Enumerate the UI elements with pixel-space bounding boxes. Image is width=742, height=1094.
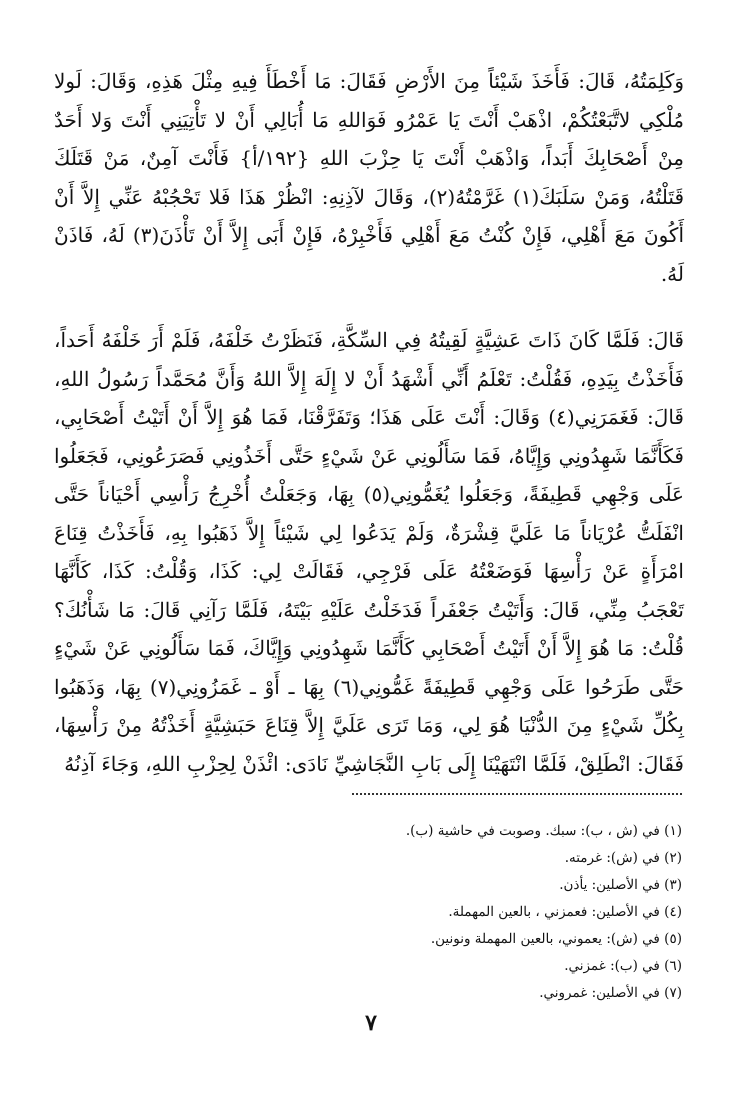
footnotes-list [42,818,682,1007]
paragraph-1: وَكَلِمَتُهُ، قَالَ: فَأَخَذَ شَيْئاً مِنَ الأَرْضِ فَقَالَ: مَا أَخْطَأَ فِيهِ مِثْلَ هَذِهِ، وَقَالَ: لَولا مُلْكِي لاتَّبَعْتُكُمْ، اذْهَبْ أَنْتَ يَا عَمْرُو فَوَاللهِ مَا أُبَالِي أَنْ لا تَأْتِيَنِي أَنْتَ وَلا أَحَدٌ مِنْ أَصْحَابِكَ أَبَداً، وَاذْهَبْ أَنْتَ يَا حِزْبَ اللهِ {١٩٢/أ} فَأَنْتَ آمِنٌ، مَنْ قَتَلَكَ قَتَلْتُهُ، وَمَنْ سَلَبَكَ(١) غَرَّمْتُهُ(٢)، وَقَالَ لآذِنِهِ: انْظُرْ هَذَا فَلا تَحْجُبْهُ عَنِّي إِلاَّ أَنْ أَكُونَ مَعَ أَهْلِي، فَإِنْ كُنْتُ مَعَ أَهْلِي فَأَخْبِرْهُ، فَإِنْ أَبَى إِلاَّ أَنْ تَأْذَنَ(٣) لَهُ، فَاذَنْ لَهُ. [54,69,685,286]
footnote-7: (٧) في الأصلين: غمروني. [539,985,682,1001]
footnote-4: (٤) في الأصلين: فعمزني ، بالعين المهملة. [448,904,682,920]
footnote-5: (٥) في (ش): يعموني، بالعين المهملة ونونين. [430,931,682,947]
paragraph-2: قَالَ: فَلَمَّا كَانَ ذَاتَ عَشِيَّةٍ لَقِيتُهُ فِي السِّكَّةِ، فَنَظَرْتُ خَلْفَهُ، فَلَمْ أَرَ خَلْفَهُ أَحَداً، فَأَخَذْتُ بِيَدِهِ، فَقُلْتُ: تَعْلَمُ أَنِّي أَشْهَدُ أَنْ لا إِلَهَ إِلاَّ اللهُ وَأَنَّ مُحَمَّداً رَسُولُ اللهِ، قَالَ: فَغَمَرَنِي(٤) وَقَالَ: أَنْتَ عَلَى هَذَا؛ وَتَفَرَّقْنَا، فَمَا هُوَ إِلاَّ أَنْ أَتَيْتُ أَصْحَابِي، فَكَأَنَّمَا شَهِدُونِي وَإِيَّاهُ، فَمَا سَأَلُونِي عَنْ شَيْءٍ حَتَّى أَخَذُونِي فَصَرَعُونِي، فَجَعَلُوا عَلَى وَجْهِي قَطِيفَةً، وَجَعَلُوا يُغَمُّونِي(٥) بِهَا، وَجَعَلْتُ أُخْرِجُ رَأْسِي أَحْيَاناً حَتَّى انْفَلَتُّ عُرْيَاناً مَا عَلَيَّ قِشْرَةٌ، وَلَمْ يَدَعُوا لِي شَيْئاً إِلاَّ ذَهَبُوا بِهِ، فَأَخَذْتُ قِنَاعَ امْرَأَةٍ عَنْ رَأْسِهَا فَوَضَعْتُهُ عَلَى فَرْجِي، فَقَالَتْ لِي: كَذَا، وَقُلْتُ: كَذَا، كَأَنَّهَا تَعْجَبُ مِنِّي، قَالَ: وَأَتَيْتُ جَعْفَراً فَدَخَلْتُ عَلَيْهِ بَيْتَهُ، فَلَمَّا رَآنِي قَالَ: مَا شَأْنُكَ؟ قُلْتُ: مَا هُوَ إِلاَّ أَنْ أَتَيْتُ أَصْحَابِي كَأَنَّمَا شَهِدُونِي وَإِيَّاكَ، فَمَا سَأَلُونِي عَنْ شَيْءٍ حَتَّى طَرَحُوا عَلَى وَجْهِي قَطِيفَةً غَمُّونِي(٦) بِهَا ـ أَوْ ـ غَمَزُونِي(٧) بِهَا، وَذَهَبُوا بِكُلِّ شَيْءٍ مِنَ الدُّنْيَا هُوَ لِي، وَمَا تَرَى عَلَيَّ إِلاَّ قِنَاعَ حَبَشِيَّةٍ أَخَذْتُهُ مِنْ رَأْسِهَا، فَقَالَ: انْطَلِقْ، فَلَمَّا انْتَهَيْنَا إِلَى بَابِ النَّجَاشِيِّ نَادَى: ائْذَنْ لِحِزْبِ اللهِ، وَجَاءَ آذِنُهُ [54,328,685,776]
main-text [54,62,684,783]
footnote-3: (٣) في الأصلين: يأذن. [559,877,682,893]
footnote-2: (٢) في (ش): غرمته. [564,850,682,866]
footnote-1: (١) في (ش ، ب): سبك. وصوبت في حاشية (ب). [405,823,682,839]
footnote-6: (٦) في (ب): غمزني. [564,958,682,974]
footnote-divider [352,793,682,795]
page-number: ٧ [365,1010,377,1036]
